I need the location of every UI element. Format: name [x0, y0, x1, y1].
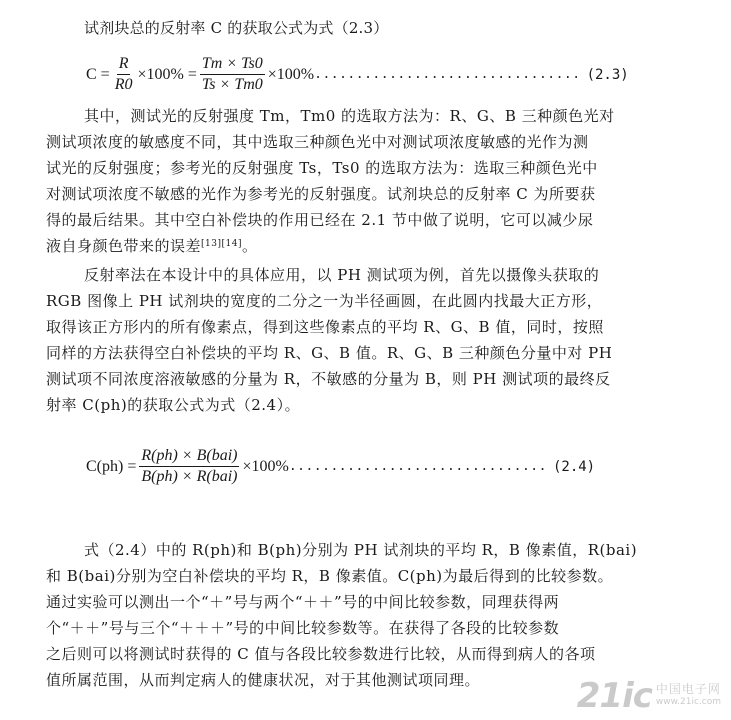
paragraph-line: 得的最后结果。其中空白补偿块的作用已经在 2.1 节中做了说明，它可以减少尿	[46, 211, 594, 229]
formula-lhs: C(ph) =	[86, 457, 137, 475]
paragraph-line: 和 B(bai)分别为空白补偿块的平均 R，B 像素值。C(ph)为最后得到的比较参数。	[46, 567, 614, 585]
watermark-cn: 中国电子网	[655, 682, 721, 696]
paragraph-line: 其中，测试光的反射强度 Tm，Tm0 的选取方法为：R、G、B 三种颜色光对	[84, 107, 615, 125]
paragraph-line: 对测试项浓度不敏感的光作为参考光的反射强度。试剂块总的反射率 C 为所要获	[46, 185, 596, 203]
paragraph-line: 个“＋＋”号与三个“＋＋＋”号的中间比较参数等。在获得了各段的比较参数	[46, 619, 560, 637]
fraction-numerator: Tm × Ts0	[200, 54, 265, 75]
paragraph-line: 反射率法在本设计中的具体应用，以 PH 测试项为例，首先以摄像头获取的	[84, 266, 600, 284]
paragraph-text: 液自身颜色带来的误差	[46, 237, 202, 255]
paragraph-line: 测试项不同浓度溶液敏感的分量为 R，不敏感的分量为 B，则 PH 测试项的最终反	[46, 370, 611, 388]
watermark-logo-text: 21ic	[576, 676, 652, 716]
watermark-side	[656, 683, 721, 709]
formula-2-3	[86, 54, 629, 95]
paragraph-line: 值所属范围，从而判定病人的健康状况，对于其他测试项同理。	[46, 671, 481, 689]
formula-times: ×100% =	[137, 65, 197, 83]
paragraph-line: RGB 图像上 PH 试剂块的宽度的二分之一为半径画圆，在此圆内找最大正方形，	[46, 292, 603, 310]
leader-dots: ...............................	[288, 459, 547, 474]
equation-number: (2.4)	[552, 458, 596, 475]
watermark-logo	[577, 676, 721, 716]
paragraph-line: 之后则可以将测试时获得的 C 值与各段比较参数进行比较，从而得到病人的各项	[46, 645, 596, 663]
watermark-url: www.21ic.com	[655, 697, 721, 707]
fraction-numerator: R(ph) × B(bai)	[139, 446, 239, 467]
paragraph-line: 射率 C(ph)的获取公式为式（2.4）。	[46, 396, 301, 414]
fraction-r-over-r0	[113, 54, 135, 95]
equation-number: (2.3)	[586, 66, 629, 83]
formula-times: ×100%	[267, 65, 315, 83]
paragraph-line: 取得该正方形内的所有像素点，得到这些像素点的平均 R、G、B 值，同时，按照	[46, 318, 604, 336]
paragraph-line: 测试项浓度的敏感度不同，其中选取三种颜色光中对测试项浓度敏感的光作为测	[46, 133, 589, 151]
fraction-denominator: B(ph) × R(bai)	[141, 468, 238, 485]
formula-2-4	[86, 446, 595, 487]
fraction-numerator: R	[117, 54, 131, 75]
paragraph-text: 。	[241, 237, 258, 255]
leader-dots: ................................	[314, 67, 581, 82]
fraction-tm-ts	[200, 54, 265, 95]
paragraph-line: 通过实验可以测出一个“＋”号与两个“＋＋”号的中间比较参数，同理获得两	[46, 593, 560, 611]
paragraph-line: 式（2.4）中的 R(ph)和 B(ph)分别为 PH 试剂块的平均 R，B 像素值，R(bai)	[84, 541, 638, 559]
paragraph-line: 同样的方法获得空白补偿块的平均 R、G、B 值。R、G、B 三种颜色分量中对 PH	[46, 344, 613, 362]
formula-times: ×100%	[242, 457, 289, 475]
paragraph-line	[46, 236, 686, 256]
formula-lhs: C =	[86, 65, 110, 83]
intro-line: 试剂块总的反射率 C 的获取公式为式（2.3）	[84, 19, 389, 37]
fraction-denominator: R0	[114, 76, 133, 93]
paragraph-line: 试光的反射强度；参考光的反射强度 Ts，Ts0 的选取方法为：选取三种颜色光中	[46, 159, 598, 177]
fraction-denominator: Ts × Tm0	[201, 76, 263, 93]
citation: [13][14]	[201, 239, 242, 249]
fraction-ph-bai	[139, 446, 239, 487]
